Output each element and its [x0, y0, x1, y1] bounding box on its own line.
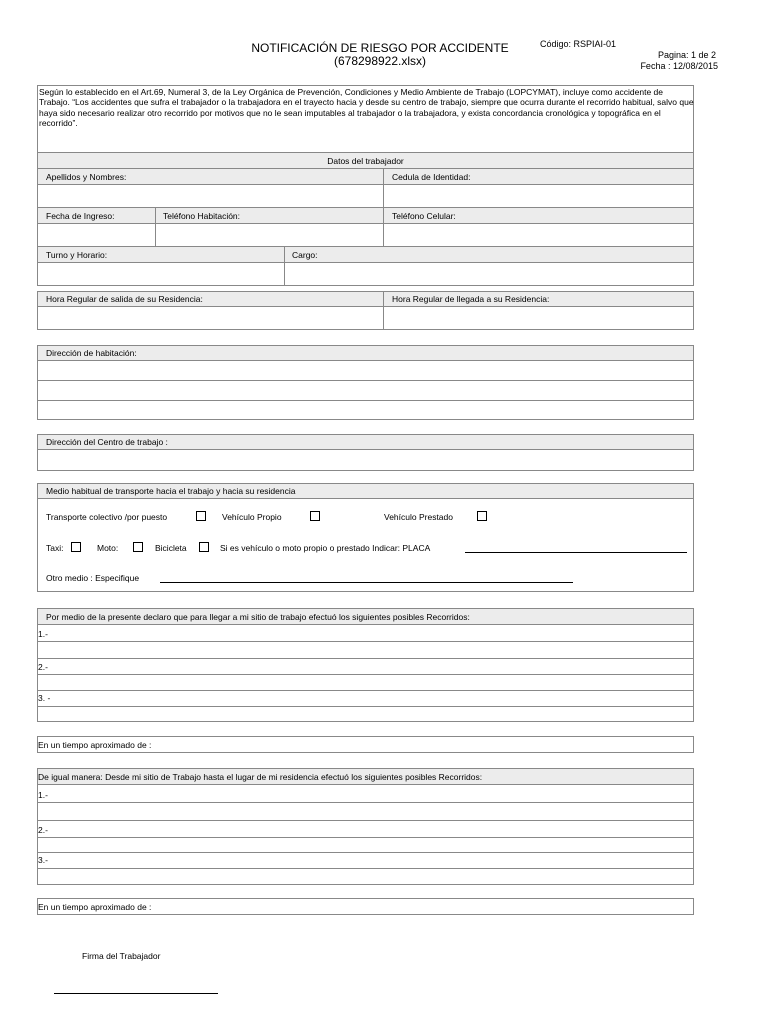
telefono-celular-label: Teléfono Celular: [392, 211, 456, 221]
route-to-work-1-label: 1.- [38, 629, 48, 639]
direccion-centro-field[interactable] [38, 450, 693, 470]
route-to-home-3-label: 3.- [38, 855, 48, 865]
route-to-home-1-field[interactable] [60, 786, 693, 802]
document-title [180, 42, 580, 68]
vehiculo-propio-label: Vehículo Propio [222, 512, 282, 522]
otro-medio-label: Otro medio : Especifique [46, 573, 140, 583]
route-to-home-2-field[interactable] [60, 821, 693, 837]
cargo-label: Cargo: [292, 250, 318, 260]
row-divider [37, 706, 694, 707]
route-to-work-1-field[interactable] [60, 626, 693, 641]
direccion-centro-label: Dirección del Centro de trabajo : [46, 437, 168, 447]
taxi-checkbox[interactable] [71, 542, 81, 552]
vehiculo-prestado-checkbox[interactable] [477, 511, 487, 521]
row-header-1 [37, 168, 694, 185]
telefono-celular-field[interactable] [384, 224, 693, 246]
row-divider [37, 837, 694, 838]
intro-text: Según lo establecido en el Art.69, Numeral 3, de la Ley Orgánica de Prevención, Condiciones y Medio Ambiente de Trabajo (LOPCYMAT), incluye como accidente de Trabajo. “Los accidentes que sufra el trabajador o la trabajadora en el trayecto hacia y desde su centro de trabajo, siempre que ocurra durante el recorrido habitual, salvo que haya sido necesario realizar otro recorrido por motivos que no le sean imputables al trabajador o la trabajadora, y exista concordancia cronológica y topográfica en el recorrido”. [39, 87, 694, 128]
vehiculo-propio-checkbox[interactable] [310, 511, 320, 521]
time-to-work-label: En un tiempo aproximado de : [38, 740, 152, 750]
fecha-ingreso-field[interactable] [38, 224, 154, 246]
placa-label: Si es vehículo o moto propio o prestado Indicar: PLACA [220, 543, 431, 553]
route-to-work-3-field[interactable] [60, 691, 693, 706]
route-to-work-2-label: 2.- [38, 662, 48, 672]
cedula-field[interactable] [384, 185, 693, 207]
telefono-habitacion-field[interactable] [156, 224, 383, 246]
apellidos-field[interactable] [38, 185, 383, 207]
column-divider [383, 168, 384, 247]
document-code: Código: RSPIAI-01 [540, 39, 617, 49]
title-line-2: (678298922.xlsx) [333, 54, 427, 68]
time-to-home-label: En un tiempo aproximado de : [38, 902, 152, 912]
hora-salida-label: Hora Regular de salida de su Residencia: [46, 294, 203, 304]
row-divider [37, 674, 694, 675]
transporte-colectivo-checkbox[interactable] [196, 511, 206, 521]
signature-label: Firma del Trabajador [82, 951, 161, 961]
direccion-habitacion-field[interactable] [38, 361, 693, 419]
hora-salida-field[interactable] [38, 307, 383, 329]
document-date: Fecha : 12/08/2015 [640, 61, 718, 71]
hora-llegada-field[interactable] [384, 307, 693, 329]
otro-medio-field[interactable] [160, 582, 573, 583]
title-line-1: NOTIFICACIÓN DE RIESGO POR ACCIDENTE [251, 41, 509, 55]
routes-to-work-title: Por medio de la presente declaro que para llegar a mi sitio de trabajo efectuó los siguientes posibles Recorridos: [46, 612, 470, 622]
apellidos-label: Apellidos y Nombres: [46, 172, 127, 182]
turno-field[interactable] [38, 263, 283, 285]
row-header-2 [37, 207, 694, 224]
bicicleta-label: Bicicleta [155, 543, 187, 553]
column-divider [155, 207, 156, 247]
direccion-habitacion-label: Dirección de habitación: [46, 348, 137, 358]
column-divider [284, 246, 285, 286]
fecha-ingreso-label: Fecha de Ingreso: [46, 211, 115, 221]
transporte-colectivo-label: Transporte colectivo /por puesto [46, 512, 168, 522]
signature-line[interactable] [54, 993, 218, 994]
transport-title: Medio habitual de transporte hacia el trabajo y hacia su residencia [46, 486, 296, 496]
row-divider [37, 641, 694, 642]
route-to-home-2-label: 2.- [38, 825, 48, 835]
moto-checkbox[interactable] [133, 542, 143, 552]
telefono-habitacion-label: Teléfono Habitación: [163, 211, 241, 221]
cargo-field[interactable] [285, 263, 693, 285]
placa-field[interactable] [465, 552, 687, 553]
moto-label: Moto: [97, 543, 119, 553]
route-to-work-2-field[interactable] [60, 659, 693, 674]
page-number: Pagina: 1 de 2 [657, 50, 716, 60]
worker-section-title: Datos del trabajador [327, 156, 404, 166]
row-header-3 [37, 246, 694, 263]
row-divider [37, 802, 694, 803]
routes-to-home-title: De igual manera: Desde mi sitio de Trabajo hasta el lugar de mi residencia efectuó los siguientes posibles Recorridos: [38, 772, 483, 782]
bicicleta-checkbox[interactable] [199, 542, 209, 552]
route-to-home-3-field[interactable] [60, 853, 693, 868]
route-to-home-1-label: 1.- [38, 790, 48, 800]
taxi-label: Taxi: [46, 543, 64, 553]
vehiculo-prestado-label: Vehículo Prestado [384, 512, 453, 522]
cedula-label: Cedula de Identidad: [392, 172, 471, 182]
route-to-work-3-label: 3. - [38, 693, 51, 703]
turno-label: Turno y Horario: [46, 250, 108, 260]
row-divider [37, 868, 694, 869]
hora-llegada-label: Hora Regular de llegada a su Residencia: [392, 294, 550, 304]
